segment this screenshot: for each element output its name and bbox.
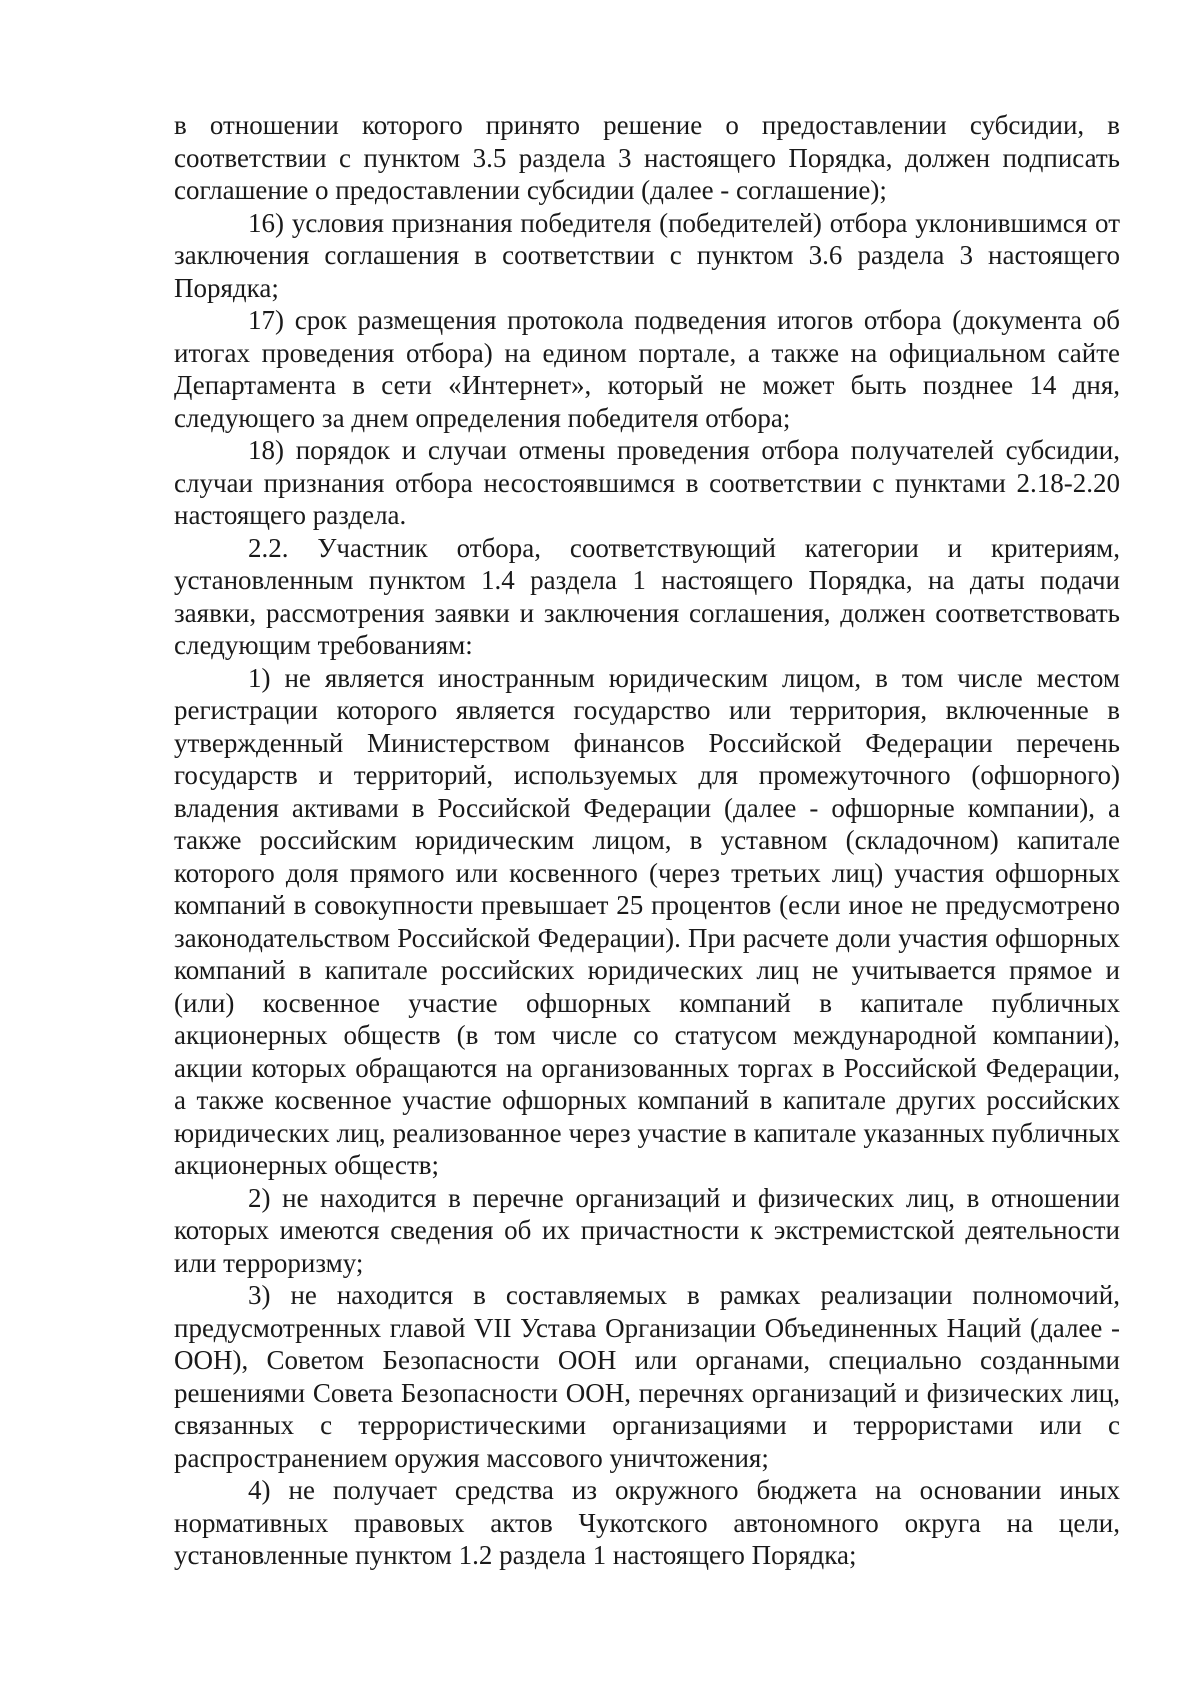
paragraph-requirement-2: 2) не находится в перечне организаций и физических лиц, в отношении которых имеются сведения об их причастности к экстремистской деятельности или терроризму; [174,1182,1120,1278]
paragraph-requirement-3: 3) не находится в составляемых в рамках реализации полномочий, предусмотренных главой VII Устава Организации Объединенных Наций (далее - ООН), Советом Безопасности ООН или органами, специально созданными решениями Совета Безопасности ООН, перечнях организаций и физических лиц, связанных с террористическими организациями и террористами или с распространением оружия массового уничтожения; [174,1280,1120,1473]
paragraph-requirement-1: 1) не является иностранным юридическим лицом, в том числе местом регистрации которого является государство или территория, включенные в утвержденный Министерством финансов Российской Федерации перечень государств и территорий, используемых для промежуточного (офшорного) владения активами в Российской Федерации (далее - офшорные компании), а также российским юридическим лицом, в уставном (складочном) капитале которого доля прямого или косвенного (через третьих лиц) участия офшорных компаний в совокупности превышает 25 процентов (если иное не предусмотрено законодательством Российской Федерации). При расчете доли участия офшорных компаний в капитале российских юридических лиц не учитывается прямое и (или) косвенное участие офшорных компаний в капитале публичных акционерных обществ (в том числе со статусом международной компании), акции которых обращаются на организованных торгах в Российской Федерации, а также косвенное участие офшорных компаний в капитале других российских юридических лиц, реализованное через участие в капитале указанных публичных акционерных обществ; [174,662,1120,1180]
paragraph-requirement-4: 4) не получает средства из окружного бюджета на основании иных нормативных правовых актов Чукотского автономного округа на цели, установленные пунктом 1.2 раздела 1 настоящего Порядка; [174,1475,1120,1570]
paragraph-item-18: 18) порядок и случаи отмены проведения отбора получателей субсидии, случаи признания отбора несостоявшимся в соответствии с пунктами 2.18-2.20 настоящего раздела. [174,435,1120,530]
paragraph-item-17: 17) срок размещения протокола подведения итогов отбора (документа об итогах проведения отбора) на едином портале, а также на официальном сайте Департамента в сети «Интернет», который не может быть позднее 14 дня, следующего за днем определения победителя отбора; [174,305,1120,433]
document-page [174,109,1120,1572]
paragraph-section-2-2: 2.2. Участник отбора, соответствующий категории и критериям, установленным пунктом 1.4 раздела 1 настоящего Порядка, на даты подачи заявки, рассмотрения заявки и заключения соглашения, должен соответствовать следующим требованиям: [174,532,1120,660]
paragraph-item-16: 16) условия признания победителя (победителей) отбора уклонившимся от заключения соглашения в соответствии с пунктом 3.6 раздела 3 настоящего Порядка; [174,207,1120,303]
paragraph-continuation: в отношении которого принято решение о предоставлении субсидии, в соответствии с пунктом 3.5 раздела 3 настоящего Порядка, должен подписать соглашение о предоставлении субсидии (далее - соглашение); [174,110,1120,205]
